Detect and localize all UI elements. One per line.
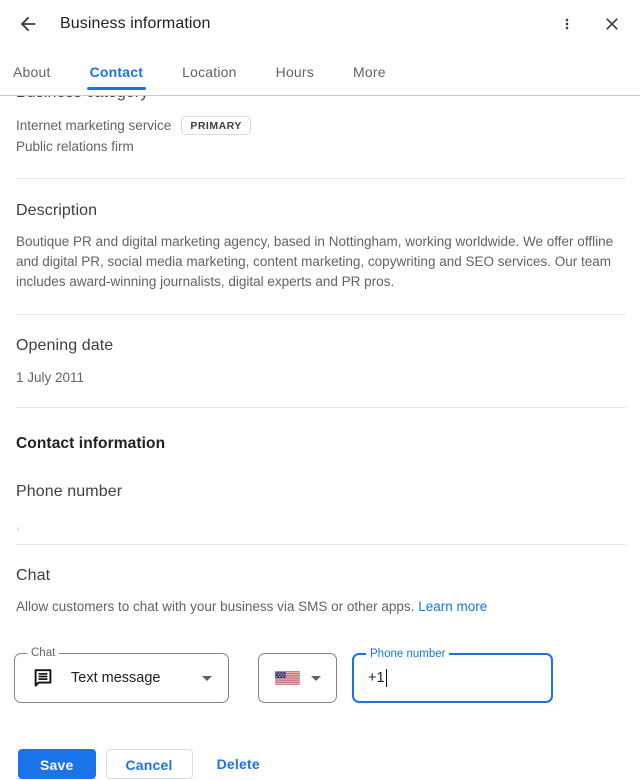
description-body: Boutique PR and digital marketing agency, based in Nottingham, working worldwide. We offer offline and digital PR, social media marketing, content marketing, copywriting and SEO services. Our team includes award-winning journalists, digital experts and PR pros. (16, 234, 614, 289)
chevron-down-icon (311, 676, 321, 681)
phone-input-label: Phone number (366, 647, 449, 661)
phone-input-value: +1 (368, 670, 385, 686)
secondary-category-value: Public relations firm (16, 139, 134, 154)
back-button[interactable] (16, 12, 40, 36)
delete-button[interactable]: Delete (205, 748, 272, 780)
chat-form-row (16, 647, 624, 703)
description-heading: Description (16, 202, 98, 219)
divider (16, 407, 626, 408)
divider (16, 314, 626, 315)
tab-hours[interactable]: Hours (275, 63, 314, 80)
scroll-content[interactable] (0, 84, 640, 703)
learn-more-link[interactable]: Learn more (418, 599, 488, 614)
phone-number-value: , (16, 517, 20, 532)
cancel-button[interactable]: Cancel (106, 749, 193, 779)
chat-description-text: Allow customers to chat with your business via SMS or other apps. (16, 599, 415, 614)
divider (16, 178, 626, 179)
save-button[interactable]: Save (18, 749, 96, 779)
phone-number-input[interactable] (352, 648, 553, 703)
tab-about[interactable]: About (13, 63, 51, 80)
divider (16, 544, 626, 545)
more-options-button[interactable] (558, 14, 576, 34)
chat-heading: Chat (16, 567, 51, 584)
us-flag-icon (275, 671, 300, 685)
chat-type-select[interactable] (14, 647, 229, 703)
opening-date-heading: Opening date (16, 337, 114, 354)
page-title: Business information (60, 15, 211, 32)
primary-badge: PRIMARY (181, 116, 251, 135)
close-icon (602, 14, 622, 34)
chat-select-value: Text message (71, 670, 161, 686)
close-button[interactable] (602, 14, 622, 34)
chat-bubble-icon (31, 666, 55, 690)
dialog-header (0, 0, 640, 48)
contact-information-heading: Contact information (16, 435, 166, 452)
opening-date-value: 1 July 2011 (16, 370, 85, 385)
tab-more[interactable]: More (353, 63, 386, 80)
chat-select-label: Chat (27, 646, 59, 660)
kebab-menu-icon (559, 15, 575, 33)
tab-bar (0, 48, 640, 96)
country-code-select[interactable] (258, 653, 337, 703)
phone-number-heading: Phone number (16, 483, 123, 500)
arrow-left-icon (17, 13, 39, 35)
action-bar (18, 748, 640, 780)
tab-location[interactable]: Location (182, 63, 237, 80)
primary-category-value: Internet marketing service (16, 118, 172, 133)
tab-contact[interactable]: Contact (87, 48, 147, 95)
chevron-down-icon (202, 676, 212, 681)
chat-description (16, 597, 624, 617)
text-caret (386, 669, 388, 687)
